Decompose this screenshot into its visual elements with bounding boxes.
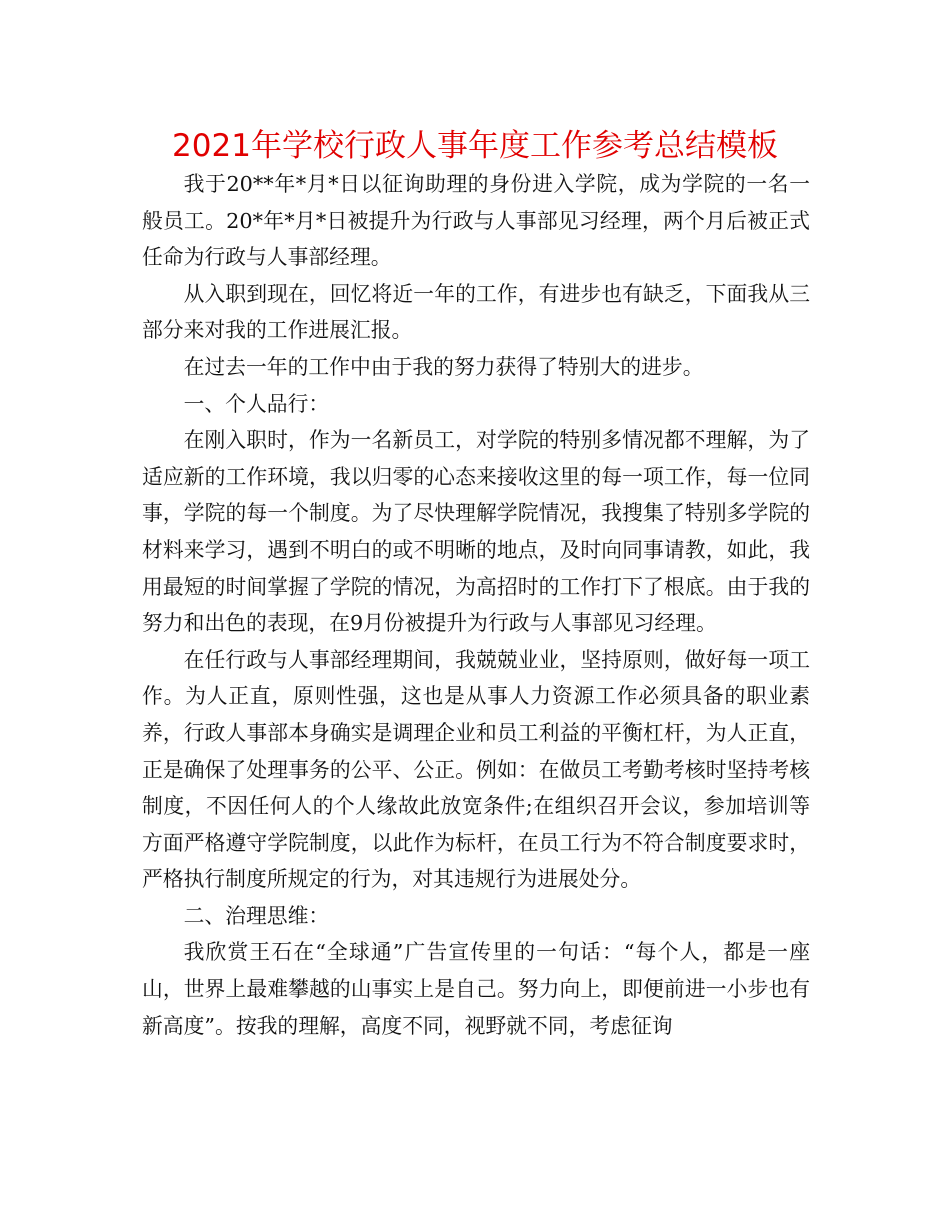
paragraph-overview: 从入职到现在，回忆将近一年的工作，有进步也有缺乏，下面我从三部分来对我的工作进展汇报。	[142, 281, 810, 343]
section-heading-personal-conduct: 一、个人品行：	[183, 391, 330, 416]
paragraph-progress: 在过去一年的工作中由于我的努力获得了特别大的进步。	[183, 354, 704, 379]
paragraph-quote: 我欣赏王石在“全球通”广告宣传里的一句话：“每个人，都是一座山，世界上最难攀越的山事实上是自己。努力向上，即便前进一小步也有新高度”。按我的理解，高度不同，视野就不同，考虑征询	[142, 940, 810, 1038]
paragraph-onboarding: 在刚入职时，作为一名新员工，对学院的特别多情况都不理解，为了适应新的工作环境，我以归零的心态来接收这里的每一项工作，每一位同事，学院的每一个制度。为了尽快理解学院情况，我搜集了特别多学院的材料来学习，遇到不明白的或不明晰的地点，及时向同事请教，如此，我用最短的时间掌握了学院的情况，为高招时的工作打下了根底。由于我的努力和出色的表现，在9月份被提升为行政与人事部见习经理。	[142, 428, 810, 636]
paragraph-manager-tenure: 在任行政与人事部经理期间，我兢兢业业，坚持原则，做好每一项工作。为人正直，原则性强，这也是从事人力资源工作必须具备的职业素养，行政人事部本身确实是调理企业和员工利益的平衡杠杆，为人正直，正是确保了处理事务的公平、公正。例如：在做员工考勤考核时坚持考核制度，不因任何人的个人缘故此放宽条件;在组织召开会议，参加培训等方面严格遵守学院制度，以此作为标杆，在员工行为不符合制度要求时，严格执行制度所规定的行为，对其违规行为进展处分。	[142, 647, 810, 892]
paragraph-intro: 我于20**年*月*日以征询助理的身份进入学院，成为学院的一名一般员工。20*年*月*日被提升为行政与人事部见习经理，两个月后被正式任命为行政与人事部经理。	[142, 172, 810, 270]
section-heading-management-thinking: 二、治理思维：	[183, 903, 330, 928]
document-title: 2021年学校行政人事年度工作参考总结模板	[172, 128, 778, 164]
document-body	[142, 166, 810, 1044]
